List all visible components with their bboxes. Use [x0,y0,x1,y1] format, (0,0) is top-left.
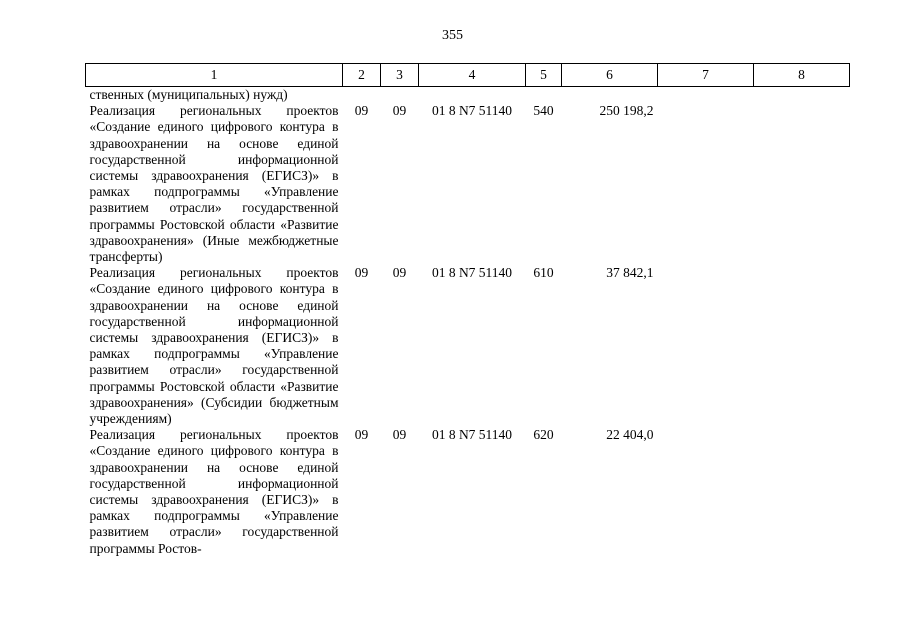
row-target-code: 01 8 N7 51140 [431,265,513,281]
row-section: 09 [354,427,369,443]
column-header-4: 4 [419,64,526,87]
header-row [86,64,850,87]
column-header-6: 6 [562,64,658,87]
row-expense-type: 610 [533,265,554,281]
row-col7 [658,265,754,427]
row-section: 09 [354,103,369,119]
row-col8 [754,427,850,557]
table-row [86,103,850,265]
column-header-3: 3 [381,64,419,87]
row-section: 09 [354,265,369,281]
row-name: Реализация региональных проектов «Создание единого цифрового контура в здравоохранении на основе единой государственной информационной системы здравоохранения (ЕГИСЗ)» в рамках подпрограммы «Управление развитием отрасли» государственной программы Ростов- [89,427,339,556]
row-subsection: 09 [392,103,407,119]
continuation-row [86,87,850,104]
row-expense-type: 540 [533,103,554,119]
row-expense-type: 620 [533,427,554,443]
row-subsection: 09 [392,265,407,281]
row-target-code: 01 8 N7 51140 [431,103,513,119]
row-target-code: 01 8 N7 51140 [431,427,513,443]
row-name: Реализация региональных проектов «Создание единого цифрового контура в здравоохранении на основе единой государственной информационной системы здравоохранения (ЕГИСЗ)» в рамках подпрограммы «Управление развитием отрасли» государственной программы Ростовской области «Развитие здравоохранения» (Иные межбюджетные трансферты) [89,103,339,265]
row-amount: 37 842,1 [606,265,654,281]
column-header-2: 2 [343,64,381,87]
column-header-1: 1 [86,64,343,87]
row-name: Реализация региональных проектов «Создание единого цифрового контура в здравоохранении на основе единой государственной информационной системы здравоохранения (ЕГИСЗ)» в рамках подпрограммы «Управление развитием отрасли» государственной программы Ростовской области «Развитие здравоохранения» (Субсидии бюджетным учреждениям) [89,265,339,427]
continuation-text: ственных (муниципальных) нужд) [89,87,288,102]
column-header-5: 5 [526,64,562,87]
row-col8 [754,103,850,265]
page-number: 355 [442,28,463,43]
table-row [86,427,850,557]
row-col8 [754,265,850,427]
budget-table [85,63,850,557]
row-col7 [658,427,754,557]
row-amount: 250 198,2 [599,103,654,119]
row-col7 [658,103,754,265]
column-header-8: 8 [754,64,850,87]
table-row [86,265,850,427]
row-amount: 22 404,0 [606,427,654,443]
row-subsection: 09 [392,427,407,443]
column-header-7: 7 [658,64,754,87]
